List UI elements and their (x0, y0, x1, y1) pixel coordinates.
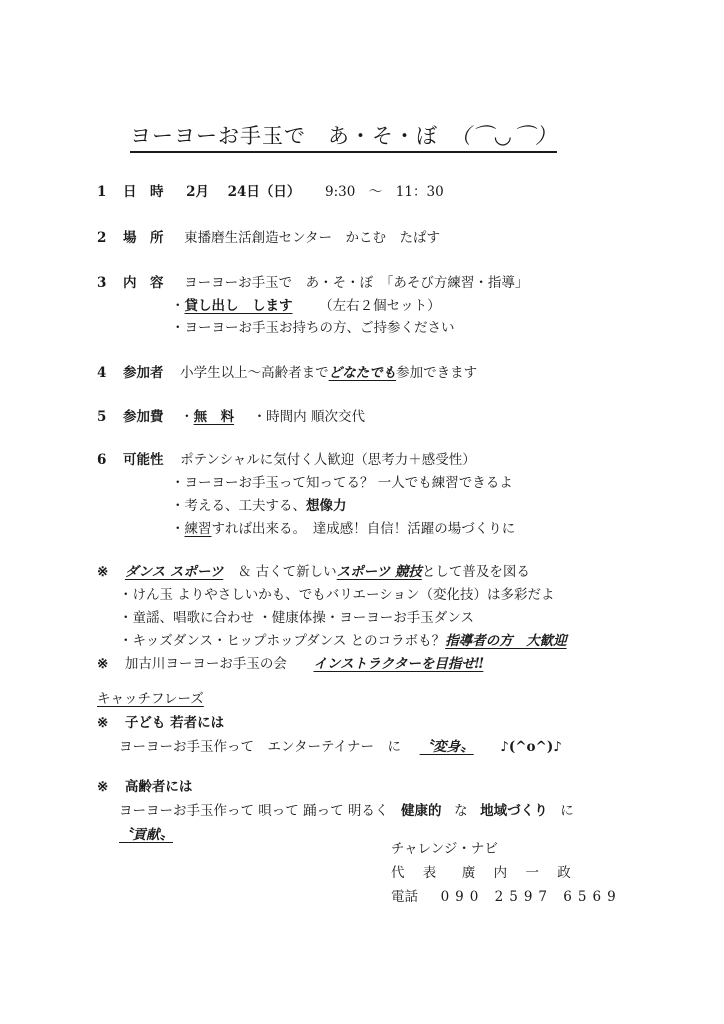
signature-org-text: チャレンジ・ナビ (391, 841, 498, 857)
signature-rep (391, 864, 578, 882)
title-face-emoticon: （⌒◡⌒） (449, 124, 558, 148)
fee-post: ・時間内 順次交代 (252, 409, 365, 425)
item-participants-label: 参加者 (123, 365, 164, 381)
item-possibility-label: 可能性 (123, 452, 164, 468)
note-mark: ※ (97, 656, 109, 672)
tel-label: 電話 (391, 889, 418, 905)
signature-org (391, 840, 498, 858)
note-mark: ※ (97, 715, 109, 731)
lending-text: 貸し出し します (184, 298, 293, 314)
title-text: ヨーヨーお手玉で あ・そ・ぼ (130, 124, 438, 148)
kids-face-emoticon: ♪(^o^)♪ (500, 739, 562, 755)
bullet: ・ (171, 521, 185, 537)
item-content-label: 内 容 (123, 275, 164, 291)
tel-number: 090 2597 6569 (440, 889, 622, 905)
contribution-text: 〝貢献〟 (119, 827, 173, 843)
imagination-text: 想像力 (306, 498, 347, 514)
item-content (97, 274, 528, 292)
fee-free: 無 料 (193, 409, 235, 425)
healthy-text: 健康的 (400, 803, 442, 819)
rep-label: 代 表 (391, 865, 444, 881)
item-possibility-num: 6 (97, 452, 107, 468)
possibility-line2 (171, 474, 513, 492)
transform-text: 〝変身〟 (419, 739, 474, 755)
note-2 (97, 655, 483, 673)
participants-pre: 小学生以上～高齢者まで (180, 365, 329, 381)
catch-elder-line-2 (119, 826, 173, 844)
bring-own-text: ・ヨーヨーお手玉お持ちの方、ご持参ください (171, 320, 455, 336)
possibility-line3 (171, 497, 347, 515)
elder-heading-text: 高齢者には (124, 779, 193, 795)
item-date (97, 183, 444, 201)
item-place (97, 229, 440, 247)
fee-bullet: ・ (180, 409, 194, 425)
kids-heading-text: 子ども 若者には (124, 715, 225, 731)
participants-post: 参加できます (396, 365, 478, 381)
note-bullet-3-pre: ・キッズダンス・ヒップホップダンス とのコラボも？ (119, 633, 446, 649)
item-date-num: 1 (97, 184, 107, 200)
item-content-line1: ヨーヨーお手玉で あ・そ・ぼ 「あそび方練習・指導」 (184, 275, 529, 291)
participants-emph: どなたでも (328, 365, 397, 381)
item-content-num: 3 (97, 275, 107, 291)
elder-line-post: に (560, 803, 574, 819)
note-1 (97, 563, 530, 581)
note-bullet-2-text: ・童謡、唱歌に合わせ ・健康体操・ヨーヨーお手玉ダンス (119, 610, 475, 626)
dance-sports: ダンス スポーツ (124, 564, 224, 580)
aim-instructor: インストラクターを目指せ‼ (313, 656, 484, 672)
note-1-mid: ＆ 古くて新しい (237, 564, 337, 580)
item-participants (97, 364, 477, 382)
item-content-line3 (171, 319, 455, 337)
community-text: 地域づくり (480, 803, 548, 819)
possibility-line4 (171, 520, 515, 538)
note-bullet-1 (119, 586, 554, 604)
catch-kids-heading (97, 714, 224, 732)
bullet: ・ (171, 298, 185, 314)
item-date-month: 2月 (186, 184, 209, 200)
page-title (130, 123, 557, 153)
catch-heading-text: キャッチフレーズ (97, 691, 204, 707)
item-place-num: 2 (97, 230, 107, 246)
note-bullet-3 (119, 632, 567, 650)
note-bullet-1-text: ・けん玉 よりやさしいかも、でもバリエーション（変化技）は多彩だよ (119, 587, 555, 603)
practice-text: 練習 (184, 521, 212, 537)
item-place-value: 東播磨生活創造センター かこむ たぱす (184, 230, 441, 246)
item-date-time: 9:30 ～ 11：30 (324, 184, 444, 200)
item-possibility (97, 451, 476, 469)
item-fee-num: 5 (97, 409, 107, 425)
association-name: 加古川ヨーヨーお手玉の会 (124, 656, 287, 672)
catch-kids-line (119, 738, 562, 756)
item-fee-label: 参加費 (123, 409, 164, 425)
item-date-label: 日 時 (123, 184, 164, 200)
instructor-welcome: 指導者の方 大歓迎 (445, 633, 567, 649)
catch-elder-line (119, 802, 574, 820)
note-mark: ※ (97, 779, 109, 795)
possibility-line3-pre: ・考える、工夫する、 (171, 498, 306, 514)
possibility-line4-post: すれば出来る。 達成感！自信！活躍の場づくりに (211, 521, 516, 537)
catch-elder-heading (97, 778, 192, 796)
rep-name: 廣 内 一 政 (461, 865, 578, 881)
elder-line-mid: な (454, 803, 468, 819)
note-bullet-2 (119, 609, 474, 627)
catch-heading (97, 690, 204, 708)
item-place-label: 場 所 (123, 230, 164, 246)
item-participants-num: 4 (97, 365, 107, 381)
item-content-line2 (171, 297, 441, 315)
kids-line-pre: ヨーヨーお手玉作って エンターテイナー に (119, 739, 402, 755)
sports-competition: スポーツ 競技 (336, 564, 422, 580)
signature-tel (391, 888, 622, 906)
possibility-line1: ポテンシャルに気付く人歓迎（思考力＋感受性） (180, 452, 476, 468)
item-date-day: 24日（日） (227, 184, 301, 200)
elder-line-pre: ヨーヨーお手玉作って 唄って 踊って 明るく (119, 803, 389, 819)
note-1-post: として普及を図る (421, 564, 530, 580)
note-mark: ※ (97, 564, 109, 580)
item-fee (97, 408, 365, 426)
pair-set-text: （左右２個セット） (319, 298, 441, 314)
possibility-line2-text: ・ヨーヨーお手玉って知ってる？ 一人でも練習できるよ (171, 475, 513, 491)
